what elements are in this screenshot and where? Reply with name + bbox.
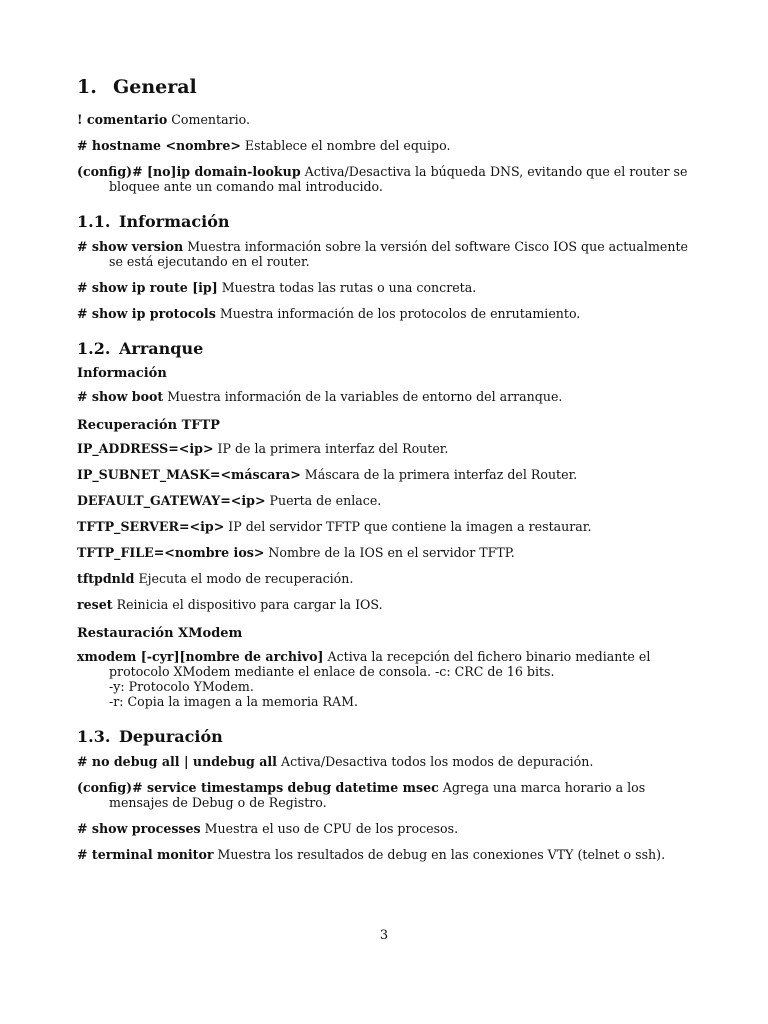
command-text: # show ip protocols (77, 306, 216, 321)
subsection-number: 1.3. (77, 727, 111, 746)
section-title: General (113, 76, 197, 98)
command-entry (77, 112, 693, 127)
command-description: Puerta de enlace. (269, 493, 382, 508)
option-line: -y: Protocolo YModem. (109, 679, 254, 694)
command-entry (77, 389, 693, 404)
document-page (77, 76, 693, 873)
command-text: (config)# service timestamps debug datetime msec (77, 780, 439, 795)
command-entry (77, 280, 693, 295)
command-text: # terminal monitor (77, 847, 214, 862)
section-number: 1. (77, 76, 97, 98)
command-description: Muestra los resultados de debug en las conexiones VTY (telnet o ssh). (217, 847, 666, 862)
command-entry (77, 545, 693, 560)
subsection-title: Depuración (119, 727, 223, 746)
subsection-heading (77, 339, 693, 358)
command-entry (77, 847, 693, 862)
command-description: IP del servidor TFTP que contiene la imagen a restaurar. (228, 519, 592, 534)
command-text: DEFAULT_GATEWAY=<ip> (77, 493, 266, 508)
page-number: 3 (379, 928, 389, 943)
subsection-heading (77, 212, 693, 231)
command-entry (77, 649, 693, 709)
command-description: Muestra información de la variables de entorno del arranque. (167, 389, 563, 404)
command-entry (77, 821, 693, 836)
command-text: reset (77, 597, 113, 612)
subsection-heading (77, 727, 693, 746)
command-description: Reinicia el dispositivo para cargar la IOS. (116, 597, 383, 612)
command-description: Ejecuta el modo de recuperación. (138, 571, 354, 586)
command-text: (config)# [no]ip domain-lookup (77, 164, 301, 179)
command-entry (77, 306, 693, 321)
paragraph-heading: Información (77, 366, 167, 381)
command-description: Agrega una marca horario a los mensajes de Debug o de Registro. (109, 780, 646, 810)
command-description: Muestra información sobre la versión del software Cisco IOS que actualmente se está ejecutando en el router. (109, 239, 688, 269)
command-description: Comentario. (171, 112, 251, 127)
subsection-number: 1.2. (77, 339, 111, 358)
command-entry (77, 754, 693, 769)
command-text: # show processes (77, 821, 201, 836)
command-entry (77, 467, 693, 482)
paragraph-heading: Recuperación TFTP (77, 418, 220, 433)
command-description: IP de la primera interfaz del Router. (217, 441, 449, 456)
command-description: Muestra información de los protocolos de enrutamiento. (219, 306, 581, 321)
command-text: xmodem [-cyr][nombre de archivo] (77, 649, 324, 664)
command-text: TFTP_FILE=<nombre ios> (77, 545, 265, 560)
command-entry (77, 571, 693, 586)
command-text: # hostname <nombre> (77, 138, 241, 153)
command-entry (77, 239, 693, 269)
subsection-title: Arranque (119, 339, 204, 358)
command-entry (77, 780, 693, 810)
option-line: -r: Copia la imagen a la memoria RAM. (109, 694, 358, 709)
command-text: # show ip route [ip] (77, 280, 218, 295)
subsection-title: Información (119, 212, 230, 231)
command-description: Activa/Desactiva la búqueda DNS, evitando que el router se bloquee ante un comando mal introducido. (109, 164, 688, 194)
command-text: tftpdnld (77, 571, 135, 586)
command-text: ! comentario (77, 112, 168, 127)
command-description: Activa/Desactiva todos los modos de depuración. (280, 754, 594, 769)
paragraph-heading: Restauración XModem (77, 626, 243, 641)
command-text: IP_SUBNET_MASK=<máscara> (77, 467, 301, 482)
command-entry (77, 138, 693, 153)
command-description: Máscara de la primera interfaz del Router. (304, 467, 578, 482)
command-text: # show version (77, 239, 184, 254)
command-entry (77, 164, 693, 194)
command-description: Activa la recepción del fichero binario mediante el protocolo XModem mediante el enlace de consola. -c: CRC de 16 bits. (109, 649, 651, 679)
command-description: Muestra el uso de CPU de los procesos. (204, 821, 459, 836)
command-entry (77, 441, 693, 456)
command-description: Nombre de la IOS en el servidor TFTP. (268, 545, 515, 560)
command-entry (77, 519, 693, 534)
command-text: IP_ADDRESS=<ip> (77, 441, 214, 456)
command-text: # no debug all | undebug all (77, 754, 277, 769)
command-entry (77, 493, 693, 508)
command-description: Muestra todas las rutas o una concreta. (221, 280, 477, 295)
command-text: TFTP_SERVER=<ip> (77, 519, 225, 534)
command-description: Establece el nombre del equipo. (244, 138, 451, 153)
command-entry (77, 597, 693, 612)
section-heading (77, 76, 693, 98)
command-text: # show boot (77, 389, 164, 404)
subsection-number: 1.1. (77, 212, 111, 231)
